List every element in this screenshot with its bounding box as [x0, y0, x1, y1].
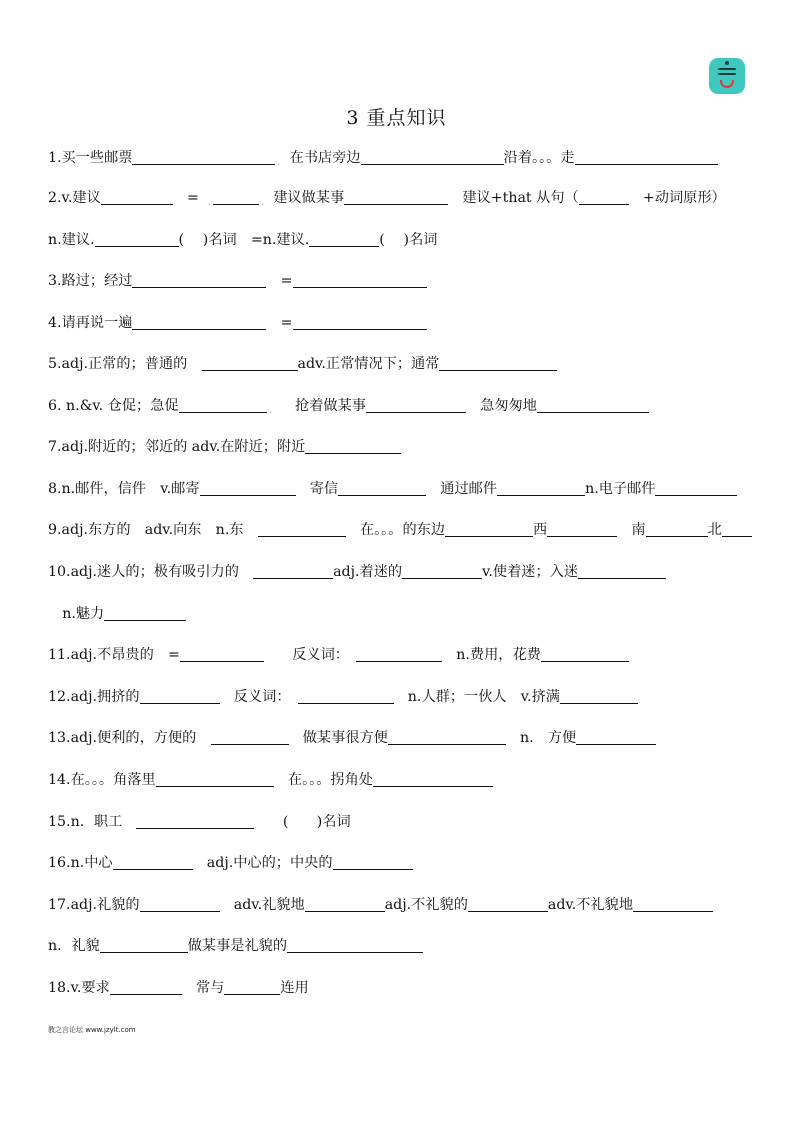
- answer-blank[interactable]: [305, 437, 401, 454]
- prompt-text: adv.礼貌地: [219, 897, 305, 913]
- prompt-text: 建议+that 从句（: [448, 190, 579, 206]
- answer-blank[interactable]: [224, 978, 280, 995]
- prompt-text: 1.买一些邮票: [48, 150, 133, 166]
- worksheet-line: [48, 935, 423, 957]
- answer-blank[interactable]: [113, 853, 193, 870]
- prompt-text: 西: [533, 522, 548, 538]
- prompt-text: 北: [707, 522, 722, 538]
- answer-blank[interactable]: [305, 895, 385, 912]
- prompt-text: 2.v.建议: [48, 190, 101, 206]
- answer-blank[interactable]: [309, 230, 379, 247]
- answer-blank[interactable]: [287, 936, 423, 953]
- answer-blank[interactable]: [366, 396, 466, 413]
- prompt-text: n.魅力: [48, 606, 105, 622]
- prompt-text: 在书店旁边: [275, 150, 361, 166]
- worksheet-line: [48, 852, 413, 874]
- answer-blank[interactable]: [104, 604, 186, 621]
- prompt-text: n．礼貌: [48, 938, 100, 954]
- prompt-text: n. 方便: [505, 730, 577, 746]
- prompt-text: =: [172, 190, 214, 206]
- answer-blank[interactable]: [578, 562, 666, 579]
- prompt-text: n.电子邮件: [585, 481, 656, 497]
- worksheet-line: [48, 353, 557, 375]
- prompt-text: 3.路过；经过: [48, 273, 133, 289]
- prompt-text: 连用: [280, 980, 309, 996]
- worksheet-line: [48, 187, 726, 209]
- worksheet-line: [48, 769, 493, 791]
- prompt-text: adv.不礼貌地: [547, 897, 634, 913]
- answer-blank[interactable]: [333, 853, 413, 870]
- prompt-text: 通过邮件: [426, 481, 498, 497]
- prompt-text: adv.正常情况下；通常: [297, 356, 440, 372]
- answer-blank[interactable]: [541, 645, 629, 662]
- prompt-text: n.费用，花费: [442, 647, 541, 663]
- answer-blank[interactable]: [575, 148, 718, 165]
- answer-blank[interactable]: [388, 728, 506, 745]
- worksheet-line: [48, 561, 666, 583]
- prompt-text: 急匆匆地: [465, 398, 537, 414]
- answer-blank[interactable]: [579, 188, 629, 205]
- worksheet-line: [48, 977, 309, 999]
- prompt-text: 4.请再说一遍: [48, 315, 133, 331]
- worksheet-line: [48, 727, 656, 749]
- logo: [709, 58, 745, 94]
- answer-blank[interactable]: [132, 271, 266, 288]
- prompt-text: 11.adj.不昂贵的 =: [48, 647, 180, 663]
- prompt-text: 5.adj.正常的；普通的: [48, 356, 202, 372]
- answer-blank[interactable]: [298, 687, 394, 704]
- answer-blank[interactable]: [293, 313, 427, 330]
- worksheet-line: [48, 395, 649, 417]
- prompt-text: v.使着迷；入迷: [482, 564, 579, 580]
- prompt-text: 18.v.要求: [48, 980, 110, 996]
- prompt-text: 13.adj.便利的，方便的: [48, 730, 211, 746]
- answer-blank[interactable]: [560, 687, 638, 704]
- answer-blank[interactable]: [655, 479, 737, 496]
- prompt-text: ( )名词: [254, 814, 351, 830]
- answer-blank[interactable]: [338, 479, 426, 496]
- answer-blank[interactable]: [132, 148, 275, 165]
- answer-blank[interactable]: [179, 396, 267, 413]
- worksheet-line: [48, 436, 401, 458]
- logo-bar: [718, 73, 736, 75]
- answer-blank[interactable]: [136, 812, 254, 829]
- prompt-text: 沿着。。。走: [503, 150, 575, 166]
- worksheet-line: [48, 229, 437, 251]
- answer-blank[interactable]: [445, 520, 533, 537]
- answer-blank[interactable]: [547, 520, 617, 537]
- worksheet-line: [48, 519, 752, 541]
- answer-blank[interactable]: [213, 188, 259, 205]
- prompt-text: adj.不礼貌的: [384, 897, 468, 913]
- prompt-text: n.人群；一伙人 v.挤满: [393, 689, 560, 705]
- prompt-text: 做某事是礼貌的: [187, 938, 288, 954]
- answer-blank[interactable]: [180, 645, 264, 662]
- prompt-text: =: [266, 315, 293, 331]
- answer-blank[interactable]: [439, 354, 557, 371]
- answer-blank[interactable]: [258, 520, 346, 537]
- answer-blank[interactable]: [293, 271, 427, 288]
- prompt-text: 反义词：: [263, 647, 357, 663]
- worksheet-line: [48, 644, 629, 666]
- worksheet-line: [48, 312, 427, 334]
- answer-blank[interactable]: [633, 895, 713, 912]
- prompt-text: 8.n.邮件，信件 v.邮寄: [48, 481, 200, 497]
- answer-blank[interactable]: [576, 728, 656, 745]
- prompt-text: ( )名词 =n.建议.: [178, 232, 310, 248]
- logo-bar: [718, 68, 736, 70]
- logo-dot: [725, 61, 729, 65]
- answer-blank[interactable]: [140, 895, 220, 912]
- worksheet-line: [48, 811, 351, 833]
- prompt-text: n.建议.: [48, 232, 95, 248]
- answer-blank[interactable]: [200, 479, 296, 496]
- prompt-text: 在。。。拐角处: [273, 772, 373, 788]
- answer-blank[interactable]: [140, 687, 220, 704]
- worksheet-line: [48, 147, 718, 169]
- prompt-text: 寄信: [295, 481, 339, 497]
- prompt-text: 15.n．职工: [48, 814, 137, 830]
- answer-blank[interactable]: [101, 188, 173, 205]
- prompt-text: 南: [617, 522, 646, 538]
- answer-blank[interactable]: [156, 770, 274, 787]
- worksheet-line: [48, 603, 186, 625]
- prompt-text: 反义词：: [219, 689, 298, 705]
- answer-blank[interactable]: [402, 562, 482, 579]
- prompt-text: 14.在。。。角落里: [48, 772, 156, 788]
- answer-blank[interactable]: [356, 645, 442, 662]
- prompt-text: ( )名词: [379, 232, 438, 248]
- answer-blank[interactable]: [468, 895, 548, 912]
- page-title: 3 重点知识: [346, 107, 447, 129]
- worksheet-line: [48, 478, 737, 500]
- prompt-text: 10.adj.迷人的；极有吸引力的: [48, 564, 254, 580]
- prompt-text: 12.adj.拥挤的: [48, 689, 140, 705]
- logo-smile-icon: [720, 80, 734, 88]
- footer-source: 教之言论坛 www.jzylt.com: [48, 1026, 136, 1034]
- answer-blank[interactable]: [361, 148, 504, 165]
- prompt-text: adj.着迷的: [333, 564, 403, 580]
- prompt-text: 常与: [181, 980, 225, 996]
- prompt-text: 6. n.&v. 仓促；急促: [48, 398, 179, 414]
- answer-blank[interactable]: [211, 728, 289, 745]
- answer-blank[interactable]: [202, 354, 298, 371]
- prompt-text: =: [266, 273, 293, 289]
- answer-blank[interactable]: [95, 230, 179, 247]
- prompt-text: 抢着做某事: [266, 398, 366, 414]
- answer-blank[interactable]: [344, 188, 448, 205]
- answer-blank[interactable]: [110, 978, 182, 995]
- answer-blank[interactable]: [132, 313, 266, 330]
- prompt-text: 建议做某事: [259, 190, 345, 206]
- prompt-text: 做某事很方便: [288, 730, 388, 746]
- answer-blank[interactable]: [646, 520, 708, 537]
- prompt-text: 17.adj.礼貌的: [48, 897, 140, 913]
- answer-blank[interactable]: [722, 520, 752, 537]
- prompt-text: 在。。。的东边: [345, 522, 446, 538]
- prompt-text: +动词原形）: [628, 190, 726, 206]
- worksheet-line: [48, 894, 713, 916]
- answer-blank[interactable]: [100, 936, 188, 953]
- worksheet-line: [48, 270, 427, 292]
- answer-blank[interactable]: [373, 770, 493, 787]
- prompt-text: 7.adj.附近的；邻近的 adv.在附近；附近: [48, 439, 306, 455]
- worksheet-line: [48, 686, 638, 708]
- answer-blank[interactable]: [253, 562, 333, 579]
- answer-blank[interactable]: [537, 396, 649, 413]
- answer-blank[interactable]: [497, 479, 585, 496]
- prompt-text: adj.中心的；中央的: [192, 855, 333, 871]
- prompt-text: 9.adj.东方的 adv.向东 n.东: [48, 522, 258, 538]
- prompt-text: 16.n.中心: [48, 855, 113, 871]
